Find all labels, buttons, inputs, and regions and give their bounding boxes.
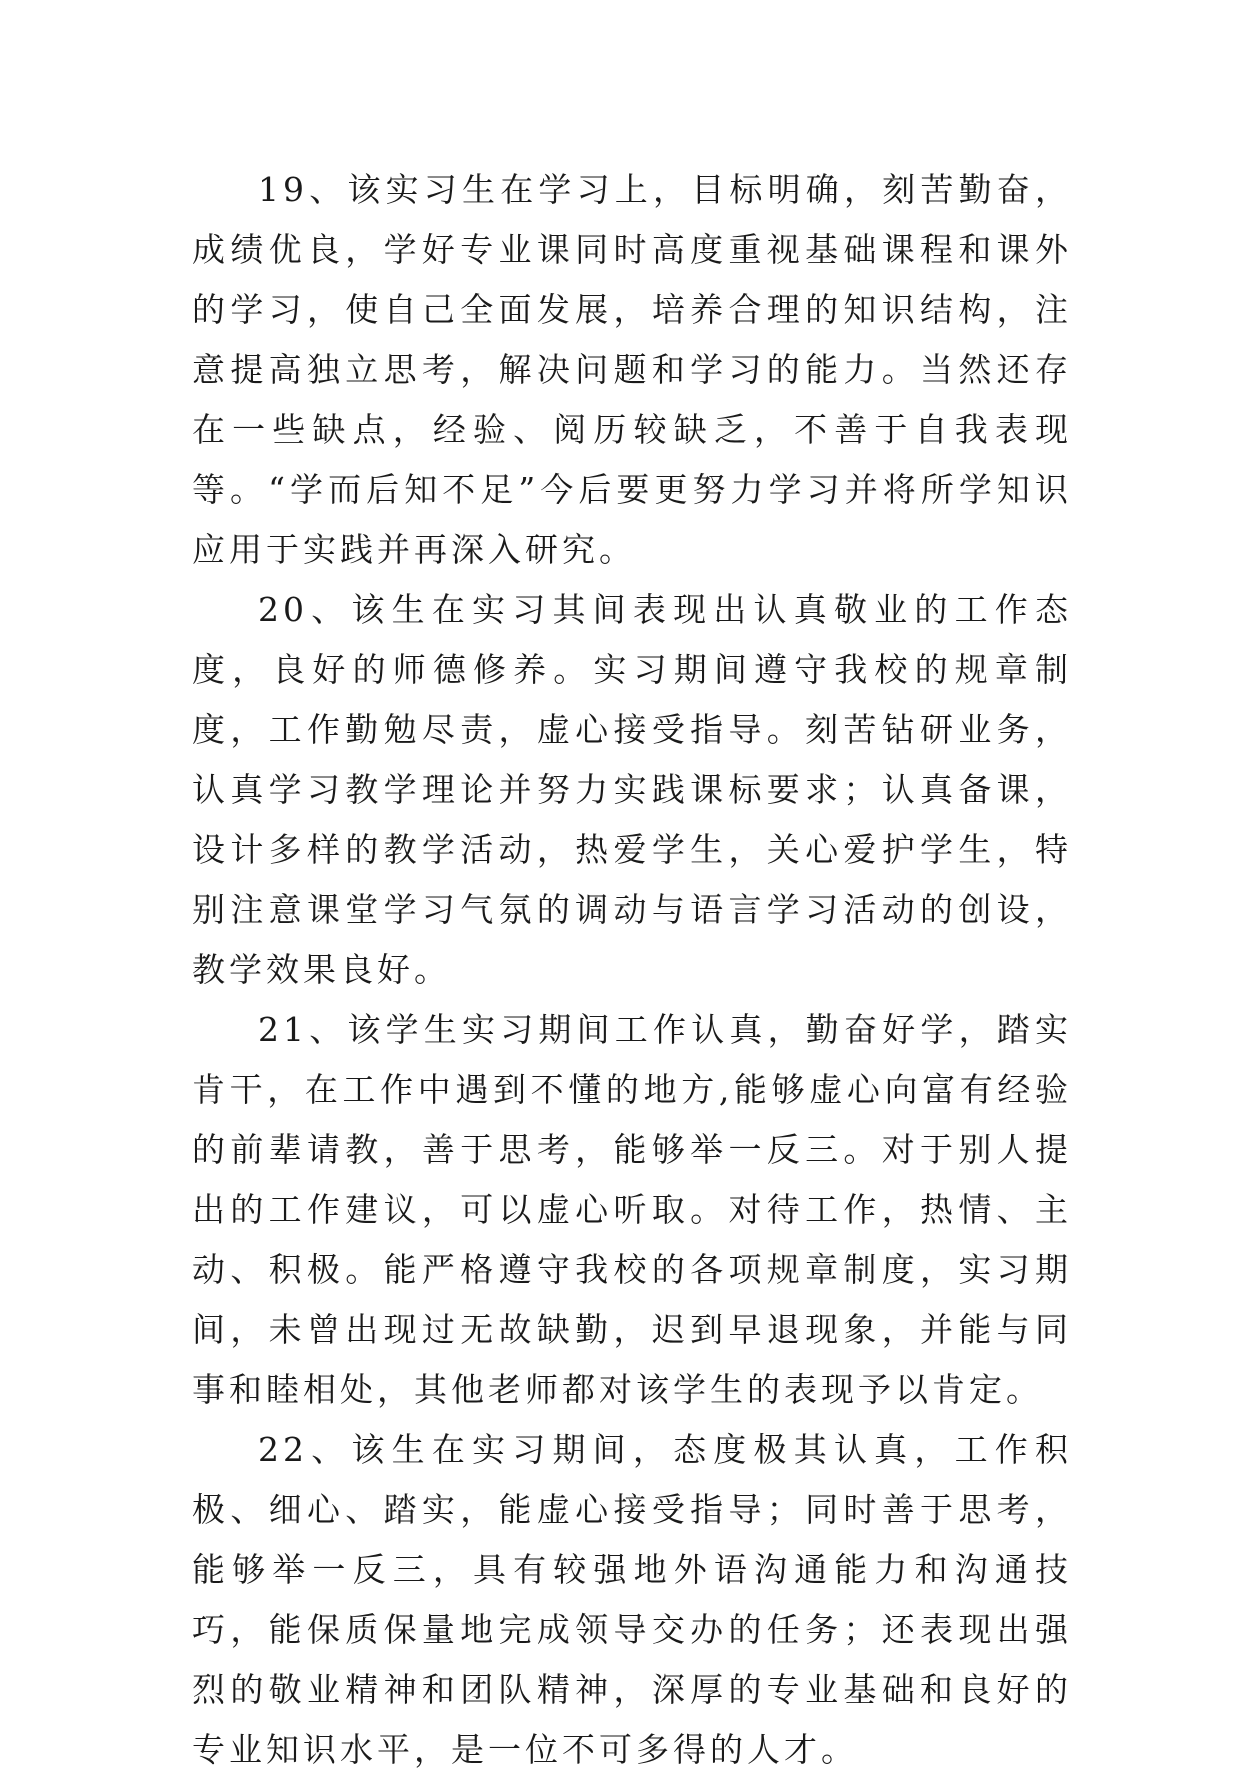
paragraph-20: 20、该生在实习其间表现出认真敬业的工作态度，良好的师德修养。实习期间遵守我校的规章制度，工作勤勉尽责，虚心接受指导。刻苦钻研业务，认真学习教学理论并努力实践课标要求；认真备课，设计多样的教学活动，热爱学生，关心爱护学生，特别注意课堂学习气氛的调动与语言学习活动的创设，教学效果良好。 (192, 590, 1072, 989)
paragraph-19: 19、该实习生在学习上，目标明确，刻苦勤奋，成绩优良，学好专业课同时高度重视基础课程和课外的学习，使自己全面发展，培养合理的知识结构，注意提高独立思考，解决问题和学习的能力。当然还存在一些缺点，经验、阅历较缺乏，不善于自我表现等。“学而后知不足”今后要更努力学习并将所学知识应用于实践并再深入研究。 (192, 170, 1072, 569)
paragraph-22: 22、该生在实习期间，态度极其认真，工作积极、细心、踏实，能虚心接受指导；同时善于思考，能够举一反三，具有较强地外语沟通能力和沟通技巧，能保质保量地完成领导交办的任务；还表现出强烈的敬业精神和团队精神，深厚的专业基础和良好的专业知识水平，是一位不可多得的人才。 (192, 1430, 1072, 1769)
paragraph-21: 21、该学生实习期间工作认真，勤奋好学，踏实肯干，在工作中遇到不懂的地方,能够虚心向富有经验的前辈请教，善于思考，能够举一反三。对于别人提出的工作建议，可以虚心听取。对待工作，热情、主动、积极。能严格遵守我校的各项规章制度，实习期间，未曾出现过无故缺勤，迟到早退现象，并能与同事和睦相处，其他老师都对该学生的表现予以肯定。 (192, 1010, 1072, 1409)
document-body (192, 160, 1072, 1780)
